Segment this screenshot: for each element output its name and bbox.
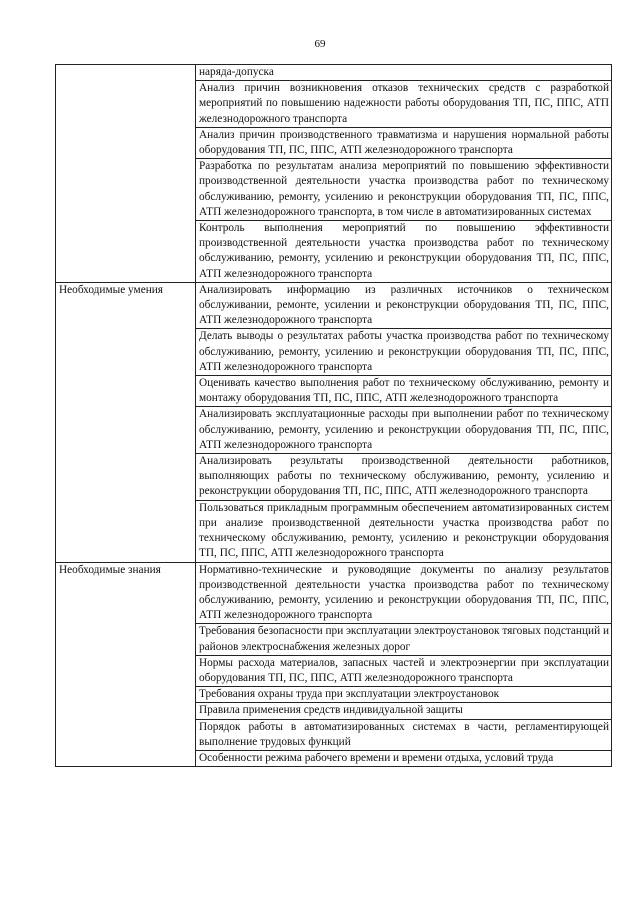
- requirement-cell: Оценивать качество выполнения работ по техническому обслуживанию, ремонту и монтажу оборудования ТП, ПС, ППС, АТП железнодорожного транспорта: [196, 376, 612, 407]
- requirement-cell: Нормативно-технические и руководящие документы по анализу результатов производственной деятельности участка производства работ по техническому обслуживанию, ремонту, усилению и реконструкции оборудования ТП, ПС, ППС, АТП железнодорожного транспорта: [196, 562, 612, 624]
- page-number: 69: [314, 38, 326, 50]
- table-body: [56, 65, 612, 767]
- requirement-cell: Анализ причин производственного травматизма и нарушения нормальной работы оборудования ТП, ПС, ППС, АТП железнодорожного транспорта: [196, 127, 612, 158]
- requirement-cell: Анализировать эксплуатационные расходы при выполнении работ по техническому обслуживанию, ремонту, усилению и реконструкции оборудования ТП, ПС, ППС, АТП железнодорожного транспорта: [196, 407, 612, 454]
- requirement-cell: Анализ причин возникновения отказов технических средств с разработкой мероприятий по повышению надежности работы оборудования ТП, ПС, ППС, АТП железнодорожного транспорта: [196, 81, 612, 128]
- table-row: [56, 562, 612, 624]
- requirement-cell: Порядок работы в автоматизированных системах в части, регламентирующей выполнение трудовых функций: [196, 719, 612, 750]
- requirement-cell: Требования безопасности при эксплуатации электроустановок тяговых подстанций и районов электроснабжения железных дорог: [196, 624, 612, 655]
- requirement-cell: Нормы расхода материалов, запасных частей и электроэнергии при эксплуатации оборудования ТП, ПС, ППС, АТП железнодорожного транспорта: [196, 655, 612, 686]
- section-label: Необходимые знания: [56, 562, 196, 767]
- section-label: [56, 65, 196, 283]
- requirement-cell: Делать выводы о результатах работы участка производства работ по техническому обслуживанию, ремонту, усилению и реконструкции оборудования ТП, ПС, ППС, АТП железнодорожного транспорта: [196, 329, 612, 376]
- requirement-cell: Требования охраны труда при эксплуатации электроустановок: [196, 687, 612, 703]
- competency-table: [55, 64, 612, 767]
- requirement-cell: Особенности режима рабочего времени и времени отдыха, условий труда: [196, 750, 612, 766]
- requirement-cell: Правила применения средств индивидуальной защиты: [196, 703, 612, 719]
- requirement-cell: Разработка по результатам анализа мероприятий по повышению эффективности производственной деятельности участка производства работ по техническому обслуживанию, ремонту, усилению и реконструкции оборудования ТП, ПС, ППС, АТП железнодорожного транспорта, в том числе в автоматизированных системах: [196, 159, 612, 221]
- requirement-cell: наряда-допуска: [196, 65, 612, 81]
- table-row: [56, 282, 612, 329]
- table-row: [56, 65, 612, 81]
- requirement-cell: Анализировать информацию из различных источников о техническом обслуживании, ремонте, усилении и реконструкции оборудования ТП, ПС, ППС, АТП железнодорожного транспорта: [196, 282, 612, 329]
- section-label: Необходимые умения: [56, 282, 196, 562]
- requirement-cell: Контроль выполнения мероприятий по повышению эффективности производственной деятельности участка производства работ по техническому обслуживанию, ремонту, усилению и реконструкции оборудования ТП, ПС, ППС, АТП железнодорожного транспорта: [196, 221, 612, 283]
- requirement-cell: Пользоваться прикладным программным обеспечением автоматизированных систем при анализе производственной деятельности участка производства работ по техническому обслуживанию, ремонту, усилению и реконструкции оборудования ТП, ПС, ППС, АТП железнодорожного транспорта: [196, 500, 612, 562]
- requirement-cell: Анализировать результаты производственной деятельности работников, выполняющих работы по техническому обслуживанию, ремонту, усилению и реконструкции оборудования ТП, ПС, ППС, АТП железнодорожного транспорта: [196, 454, 612, 501]
